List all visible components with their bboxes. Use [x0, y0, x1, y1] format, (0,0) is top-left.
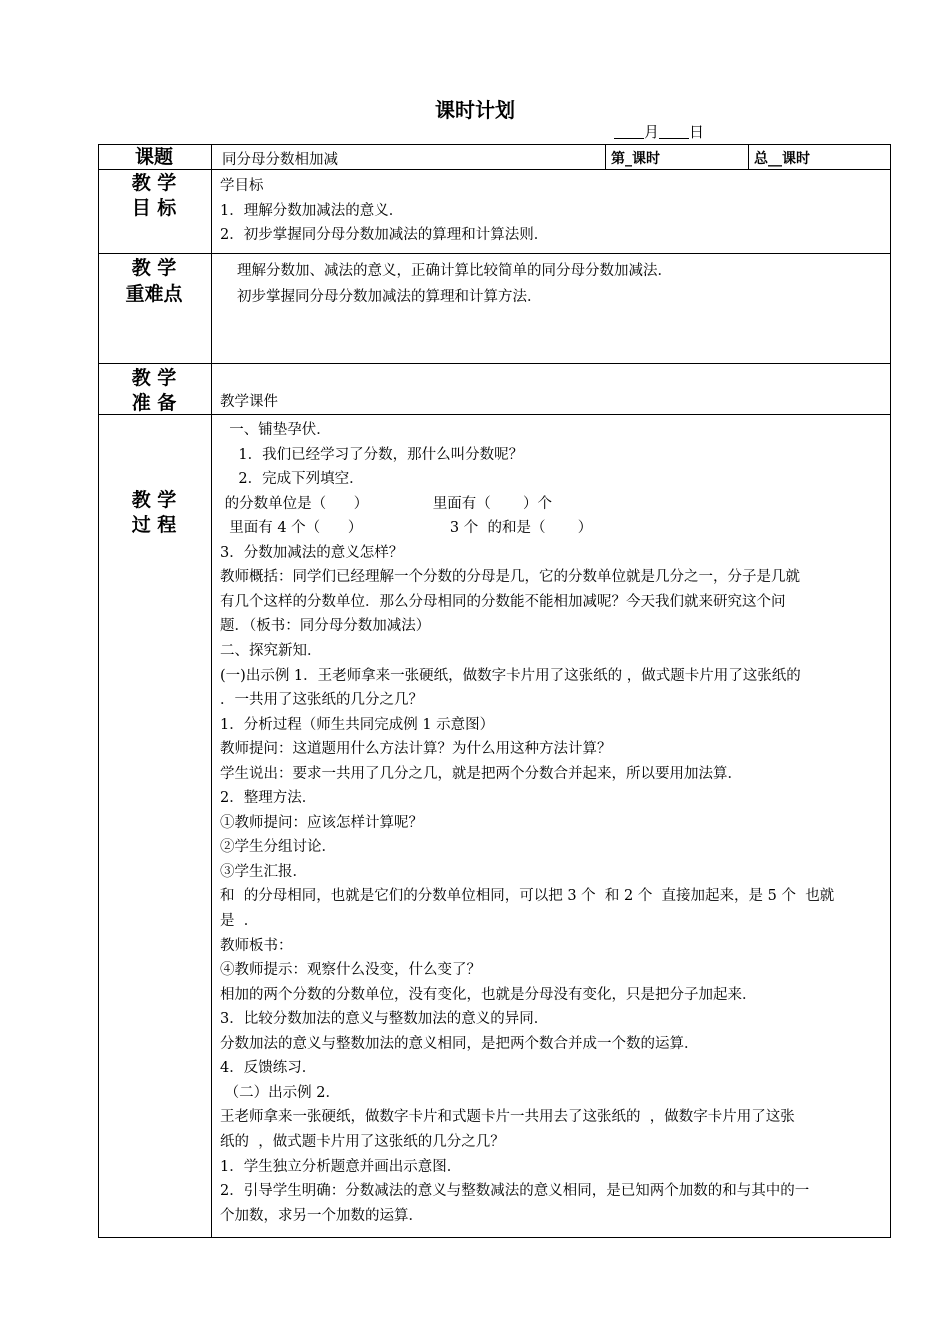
- subject-divider-1: [605, 144, 606, 169]
- process-line: 里面有 4 个（ ） 3 个 的和是（ ）: [220, 520, 593, 537]
- process-line: 教师概括：同学们已经理解一个分数的分母是几，它的分数单位就是几分之一，分子是几就: [220, 569, 800, 586]
- goals-label-line-2: 目 标: [131, 197, 177, 219]
- prep-label-line-1: 教 学: [131, 367, 177, 389]
- process-line: ②学生分组讨论．: [220, 839, 336, 856]
- subject-label: 课题: [134, 146, 173, 168]
- row-divider: [98, 253, 891, 254]
- table-border-right: [890, 144, 891, 1238]
- process-line: 题．（板书：同分母分数加减法）: [220, 618, 431, 635]
- process-line: 二、探究新知．: [220, 642, 322, 659]
- process-line: 教师提问：这道题用什么方法计算？为什么用这种方法计算？: [220, 741, 612, 758]
- goals-line: 2．初步掌握同分母分数加减法的算理和计算法则．: [220, 227, 549, 243]
- row-divider: [98, 363, 891, 364]
- process-line: 个加数，求另一个加数的运算．: [220, 1207, 423, 1224]
- row-divider: [98, 169, 891, 170]
- table-border-top: [98, 144, 891, 145]
- prep-content: 教学课件: [220, 394, 278, 410]
- process-line: 有几个这样的分数单位．那么分母相同的分数能不能相加减呢？今天我们就来研究这个问: [220, 593, 786, 610]
- process-line: 4．反馈练习．: [220, 1060, 317, 1077]
- process-line: 的分数单位是（ ） 里面有（ ）个: [220, 495, 553, 512]
- process-line: 1．学生独立分析题意并画出示意图．: [220, 1158, 462, 1175]
- focus-line: 理解分数加、减法的意义，正确计算比较简单的同分母分数加减法．: [237, 263, 672, 279]
- process-line: 一、铺垫孕伏．: [220, 422, 331, 438]
- process-line: 相加的两个分数的分数单位，没有变化，也就是分母没有变化，只是把分子加起来．: [220, 986, 757, 1003]
- day-blank[interactable]: [659, 124, 689, 139]
- lesson-total: 总__课时: [754, 151, 810, 167]
- label-column-divider: [211, 144, 212, 1238]
- table-border-left: [98, 144, 99, 1238]
- row-divider: [98, 414, 891, 415]
- process-line: （二）出示例 2．: [220, 1084, 340, 1101]
- process-line: ．一共用了这张纸的几分之几？: [220, 692, 423, 709]
- process-line: 2．完成下列填空．: [220, 471, 364, 488]
- focus-label-line-2: 重难点: [125, 283, 183, 305]
- process-line: 3．比较分数加法的意义与整数加法的意义的异同．: [220, 1011, 549, 1028]
- date-line: [614, 121, 704, 142]
- process-line: 是 ．: [220, 913, 259, 929]
- goals-line: 1．理解分数加减法的意义．: [220, 203, 404, 219]
- table-border-bottom: [98, 1237, 891, 1238]
- process-line: 学生说出：要求一共用了几分之几，就是把两个分数合并起来，所以要用加法算．: [220, 765, 742, 782]
- month-label: 月: [644, 123, 660, 141]
- prep-label-line-2: 准 备: [131, 392, 177, 414]
- process-label-line-2: 过 程: [131, 514, 177, 536]
- page-title: 课时计划: [435, 98, 515, 122]
- process-line: ①教师提问：应该怎样计算呢？: [220, 814, 423, 831]
- focus-line: 初步掌握同分母分数加减法的算理和计算方法．: [237, 289, 542, 305]
- process-line: 教师板书：: [220, 937, 293, 954]
- process-line: 1．分析过程（师生共同完成例 1 示意图）: [220, 716, 495, 733]
- focus-label-line-1: 教 学: [131, 257, 177, 279]
- subject-topic: 同分母分数相加减: [222, 152, 338, 168]
- goals-label-line-1: 教 学: [131, 172, 177, 194]
- process-line: 和 的分母相同，也就是它们的分数单位相同，可以把 3 个 和 2 个 直接加起来，是 5 个 也就: [220, 888, 835, 905]
- process-line: 王老师拿来一张硬纸，做数字卡片和式题卡片一共用去了这张纸的 ，做数字卡片用了这张: [220, 1109, 795, 1126]
- month-blank[interactable]: [614, 124, 644, 139]
- day-label: 日: [689, 123, 705, 141]
- process-line: 1．我们已经学习了分数，那什么叫分数呢？: [220, 446, 524, 463]
- process-line: 纸的 ，做式题卡片用了这张纸的几分之几？: [220, 1133, 505, 1150]
- process-line: 2．引导学生明确：分数减法的意义与整数减法的意义相同，是已知两个加数的和与其中的一: [220, 1183, 810, 1200]
- process-line: 分数加法的意义与整数加法的意义相同，是把两个数合并成一个数的运算．: [220, 1035, 699, 1052]
- process-line: ④教师提示：观察什么没变，什么变了？: [220, 962, 481, 979]
- subject-divider-2: [748, 144, 749, 169]
- process-line: 2．整理方法．: [220, 790, 317, 807]
- goals-line: 学目标: [220, 178, 264, 194]
- process-line: ③学生汇报．: [220, 863, 307, 880]
- process-label-line-1: 教 学: [131, 489, 177, 511]
- process-line: (一)出示例 1．王老师拿来一张硬纸，做数字卡片用了这张纸的 ，做式题卡片用了这张纸的: [220, 667, 801, 684]
- lesson-number: 第_课时: [611, 151, 660, 167]
- process-line: 3．分数加减法的意义怎样？: [220, 544, 404, 561]
